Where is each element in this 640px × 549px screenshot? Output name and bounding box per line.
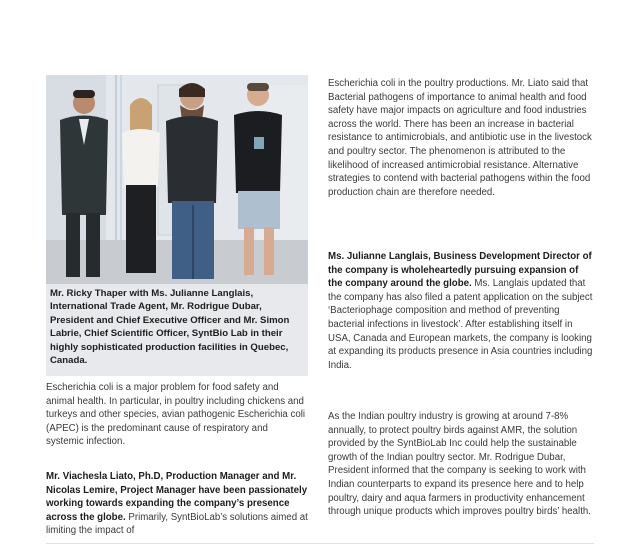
left-paragraph-2-lead: Mr. Viachesla Liato, Ph.D, Production Manager and Mr. Nicolas Lemire, Project Manager have been passionately working towards expanding the company’s presence across the globe. bbox=[46, 471, 308, 523]
right-paragraph-2-lead: Ms. Julianne Langlais, Business Development Director of the company is wholeheartedly pursuing expansion of the company around the globe. bbox=[328, 251, 592, 290]
left-paragraph-2-body: Primarily, SyntBioLab’s solutions aimed at limiting the impact of bbox=[46, 511, 308, 537]
right-paragraph-2 bbox=[328, 250, 594, 372]
right-paragraph-1: Escherichia coli in the poultry productions. Mr. Liato said that Bacterial pathogens of importance to animal health and food safety have major impacts on agriculture and food industries across the world. There has been an increase in bacterial resistance to antimicrobials, and antibiotic use in the livestock and poultry sector. The phenomenon is attributed to the likelihood of increased antimicrobial resistance. Alternative strategies to contend with bacterial pathogens within the food production chain are therefore needed. bbox=[328, 78, 592, 198]
page-divider bbox=[46, 543, 594, 544]
group-photo-illustration bbox=[46, 75, 308, 284]
left-paragraph-2 bbox=[46, 470, 308, 538]
group-photo bbox=[46, 75, 308, 284]
right-paragraph-3: As the Indian poultry industry is growing at around 7-8% annually, to protect poultry birds against AMR, the solution provided by the SyntBioLab Inc could help the sustainable growth of the Indian poultry sector. Mr. Rodrigue Dubar, President informed that the company is seeking to work with Indian counterparts to expand its presence here and to help poultry, dairy and aqua farmers in productivity enhancement through unique products which improves poultry birds’ health. bbox=[328, 411, 591, 518]
right-paragraph-2-body: Ms. Langlais updated that the company has also filed a patent application on the subject ‘Bacteriophage composition and method of preventing bacterial infections in livestock’. After establishing itself in USA, Canada and European markets, the company is looking at expanding its products presence in Asia countries including India. bbox=[328, 278, 593, 371]
left-paragraph-1: Escherichia coli is a major problem for food safety and animal health. In particular, in poultry including chickens and turkeys and other species, avian pathogenic Escherichia coli (APEC) is the predominant cause of respiratory and systemic infection. bbox=[46, 382, 306, 448]
photo-caption: Mr. Ricky Thaper with Ms. Julianne Langlais, International Trade Agent, Mr. Rodrigue Dubar, President and Chief Executive Officer and Mr. Simon Labrie, Chief Scientific Officer, SyntBio Lab in their highly sophisticated production facilities in Quebec, Canada. bbox=[46, 284, 308, 376]
